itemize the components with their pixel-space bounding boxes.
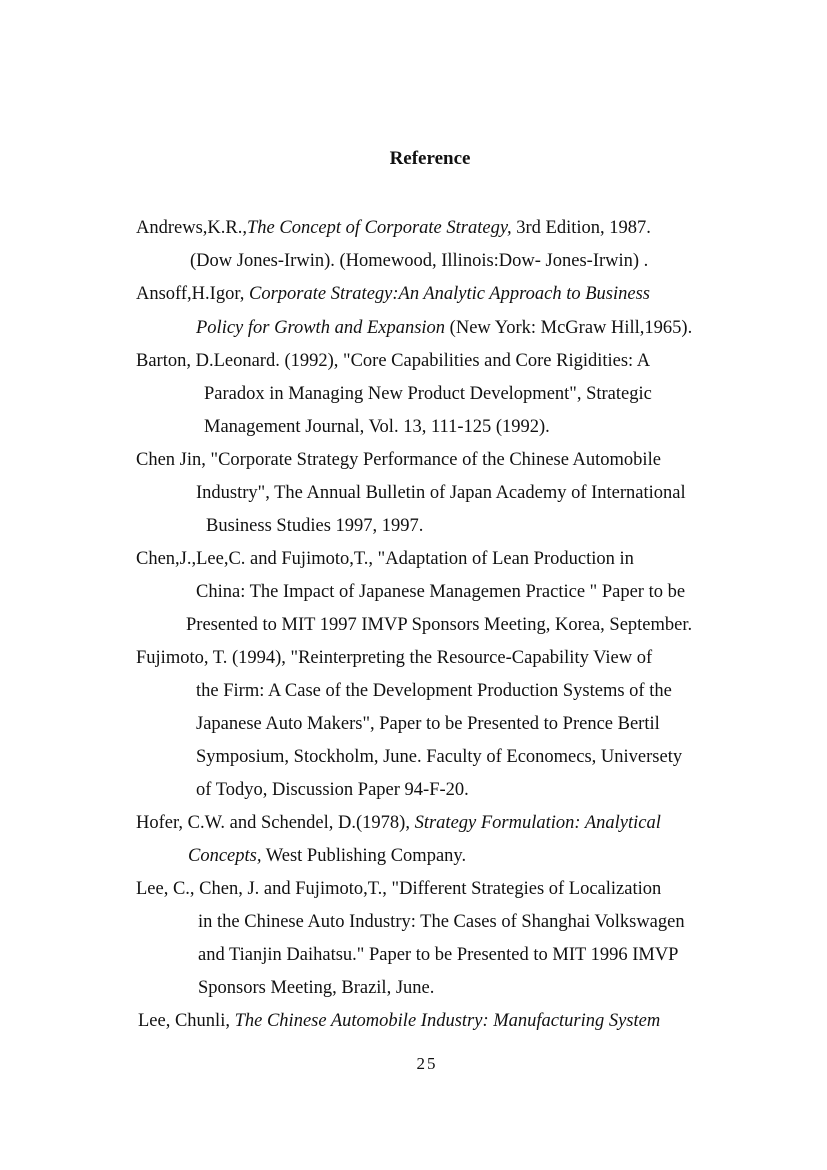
- reference-continuation: Symposium, Stockholm, June. Faculty of Economecs, Universety: [196, 747, 683, 767]
- reference-continuation: Japanese Auto Makers", Paper to be Presented to Prence Bertil: [196, 714, 660, 734]
- reference-author: Ansoff,H.Igor,: [136, 284, 245, 304]
- reference-author: Hofer, C.W. and Schendel, D.(1978),: [136, 813, 410, 833]
- reference-continuation: [196, 317, 692, 339]
- reference-author: Andrews,K.R.,: [136, 218, 247, 238]
- reference-entry-lee-chunli: [138, 1010, 660, 1032]
- reference-entry-barton: Barton, D.Leonard. (1992), "Core Capabilities and Core Rigidities: A: [136, 351, 651, 371]
- reference-entry-chen-lee-fujimoto: Chen,J.,Lee,C. and Fujimoto,T., "Adaptation of Lean Production in: [136, 549, 634, 569]
- reference-work-title: Concepts,: [188, 846, 262, 866]
- reference-entry-hofer: [136, 812, 661, 834]
- reference-details: West Publishing Company.: [265, 846, 467, 866]
- page-title: Reference: [389, 148, 471, 169]
- reference-continuation: Industry", The Annual Bulletin of Japan Academy of International: [196, 483, 686, 503]
- reference-continuation: (Dow Jones-Irwin). (Homewood, Illinois:Dow- Jones-Irwin) .: [190, 251, 649, 271]
- reference-entry-lee-chen-fujimoto: Lee, C., Chen, J. and Fujimoto,T., "Different Strategies of Localization: [136, 879, 662, 899]
- reference-details: (New York: McGraw Hill,1965).: [449, 318, 693, 338]
- reference-continuation: Business Studies 1997, 1997.: [206, 516, 424, 536]
- reference-work-title: Policy for Growth and Expansion: [196, 318, 446, 338]
- reference-continuation: of Todyo, Discussion Paper 94-F-20.: [196, 780, 469, 800]
- reference-continuation: and Tianjin Daihatsu." Paper to be Presented to MIT 1996 IMVP: [198, 945, 679, 965]
- reference-entry-fujimoto: Fujimoto, T. (1994), "Reinterpreting the Resource-Capability View of: [136, 648, 653, 668]
- reference-work-title: The Concept of Corporate Strategy,: [247, 218, 512, 238]
- reference-work-title: The Chinese Automobile Industry: Manufacturing System: [234, 1011, 661, 1031]
- page-number: 25: [416, 1054, 438, 1073]
- reference-continuation: in the Chinese Auto Industry: The Cases of Shanghai Volkswagen: [198, 912, 685, 932]
- reference-entry-andrews: [136, 217, 651, 239]
- reference-details: 3rd Edition, 1987.: [516, 218, 651, 238]
- reference-continuation: Management Journal, Vol. 13, 111-125 (1992).: [204, 417, 550, 437]
- reference-entry-ansoff: [136, 283, 650, 305]
- reference-continuation: China: The Impact of Japanese Managemen Practice " Paper to be: [196, 582, 686, 602]
- reference-continuation: Presented to MIT 1997 IMVP Sponsors Meeting, Korea, September.: [186, 615, 693, 635]
- reference-continuation: [188, 845, 466, 867]
- reference-continuation: the Firm: A Case of the Development Production Systems of the: [196, 681, 672, 701]
- reference-continuation: Sponsors Meeting, Brazil, June.: [198, 978, 435, 998]
- reference-entry-chen-jin: Chen Jin, "Corporate Strategy Performance of the Chinese Automobile: [136, 450, 661, 470]
- reference-continuation: Paradox in Managing New Product Development", Strategic: [204, 384, 652, 404]
- reference-work-title: Strategy Formulation: Analytical: [414, 813, 661, 833]
- reference-work-title: Corporate Strategy:An Analytic Approach to Business: [249, 284, 650, 304]
- reference-author: Lee, Chunli,: [138, 1011, 230, 1031]
